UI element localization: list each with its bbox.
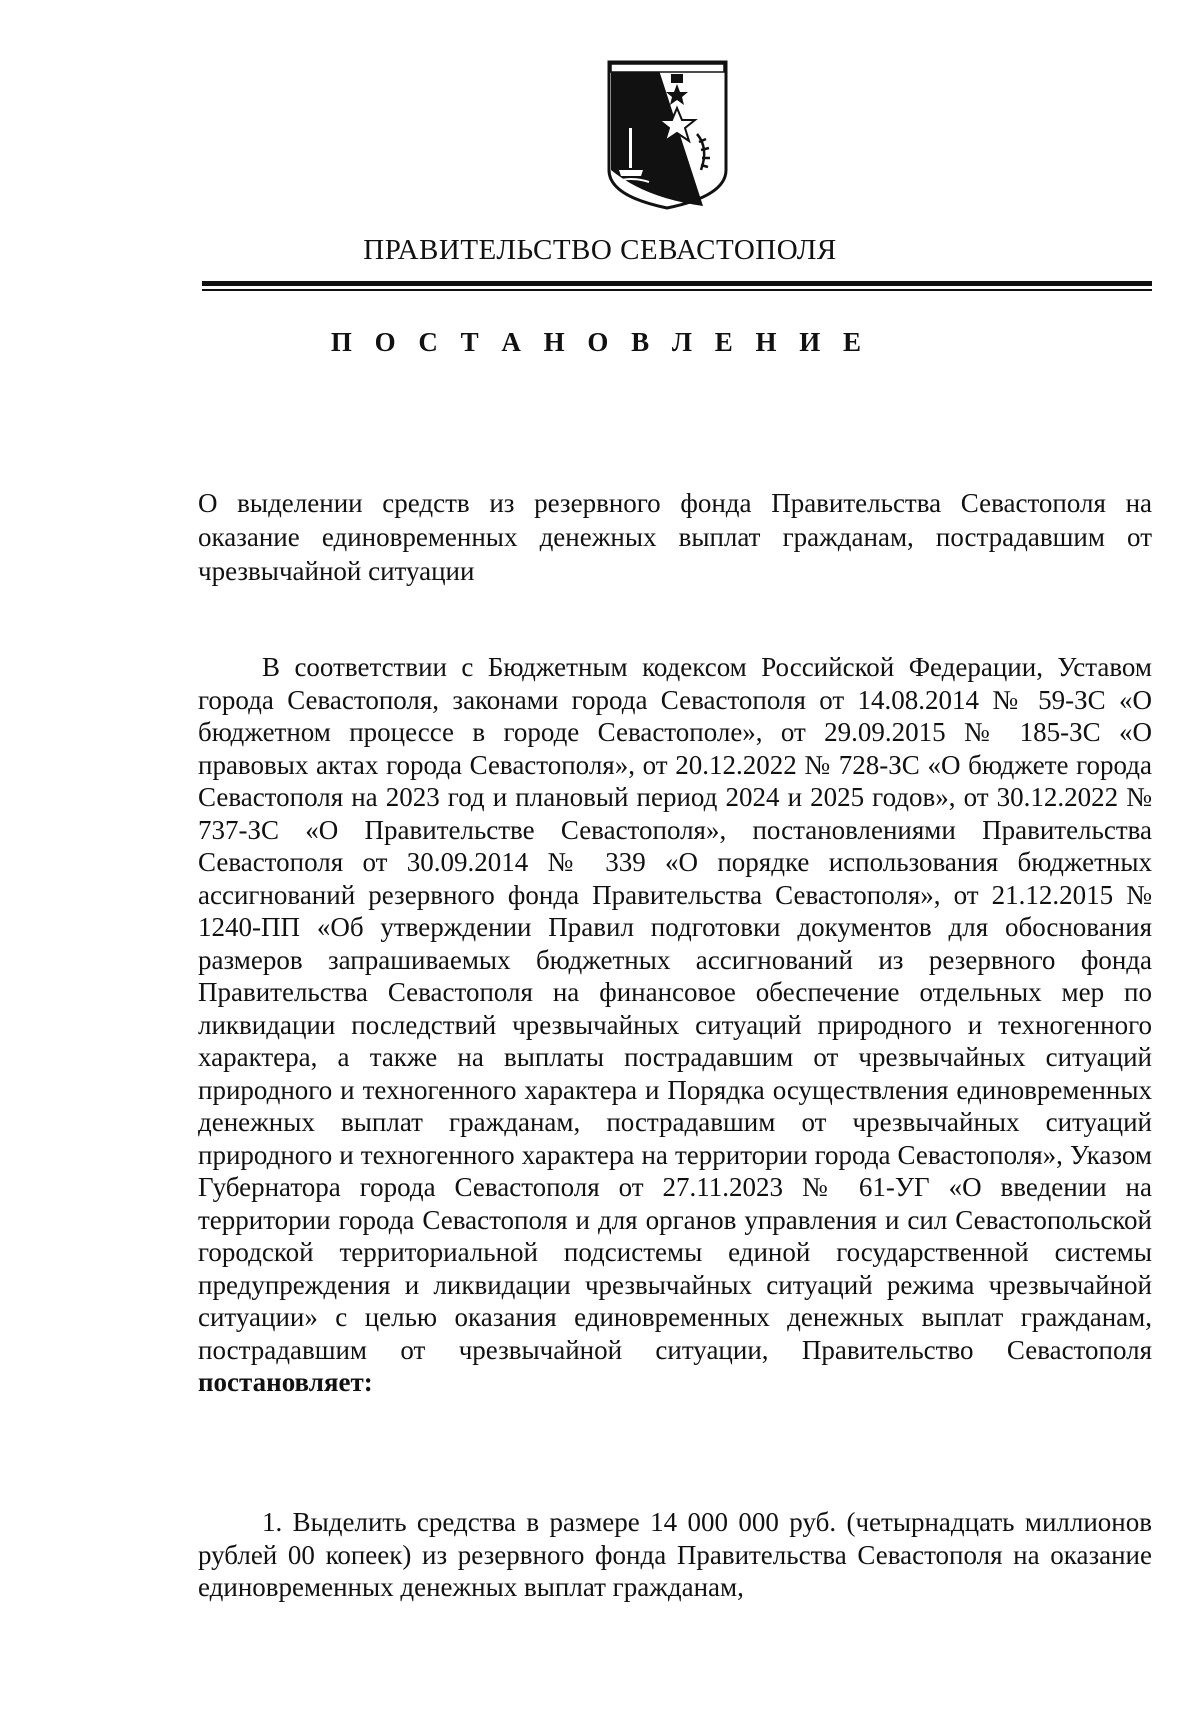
header-divider-thick	[202, 281, 1152, 286]
document-type-heading: П О С Т А Н О В Л Е Н И Е	[330, 327, 870, 357]
list-item: 1. Выделить средства в размере 14 000 000 руб. (четырнадцать миллионов рублей 00 копеек) из резервного фонда Правительства Севастополя на оказание единовременных денежных выплат гражданам,	[198, 1507, 1152, 1602]
resolution-title: О выделении средств из резервного фонда Правительства Севастополя на оказание единовременных денежных выплат гражданам, пострадавшим от чрезвычайной ситуации	[198, 488, 1152, 586]
decree-word: постановляет:	[198, 1367, 373, 1397]
preamble-paragraph	[198, 651, 1152, 1399]
government-name: ПРАВИТЕЛЬСТВО СЕВАСТОПОЛЯ	[363, 234, 837, 266]
header-divider-thin	[202, 289, 1152, 291]
sevastopol-coat-of-arms-emblem	[605, 58, 730, 210]
preamble-text: В соответствии с Бюджетным кодексом Российской Федерации, Уставом города Севастополя, законами города Севастополя от 14.08.2014 № 59-ЗС «О бюджетном процессе в городе Севастополе», от 29.09.2015 № 185-ЗС «О правовых актах города Севастополя», от 20.12.2022 № 728-ЗС «О бюджете города Севастополя на 2023 год и плановый период 2024 и 2025 годов», от 30.12.2022 № 737-ЗС «О Правительстве Севастополя», постановлениями Правительства Севастополя от 30.09.2014 № 339 «О порядке использования бюджетных ассигнований резервного фонда Правительства Севастополя», от 21.12.2015 № 1240-ПП «Об утверждении Правил подготовки документов для обоснования размеров запрашиваемых бюджетных ассигнований из резервного фонда Правительства Севастополя на финансовое обеспечение отдельных мер по ликвидации последствий чрезвычайных ситуаций природного и техногенного характера, а также на выплаты пострадавшим от чрезвычайных ситуаций природного и техногенного характера и Порядка осуществления единовременных денежных выплат гражданам, пострадавшим от чрезвычайных ситуаций природного и техногенного характера на территории города Севастополя», Указом Губернатора города Севастополя от 27.11.2023 № 61-УГ «О введении на территории города Севастополя и для органов управления и сил Севастопольской городской территориальной подсистемы единой государственной системы предупреждения и ликвидации чрезвычайных ситуаций режима чрезвычайной ситуации» с целью оказания единовременных денежных выплат гражданам, пострадавшим от чрезвычайной ситуации, Правительство Севастополя	[198, 652, 1152, 1365]
